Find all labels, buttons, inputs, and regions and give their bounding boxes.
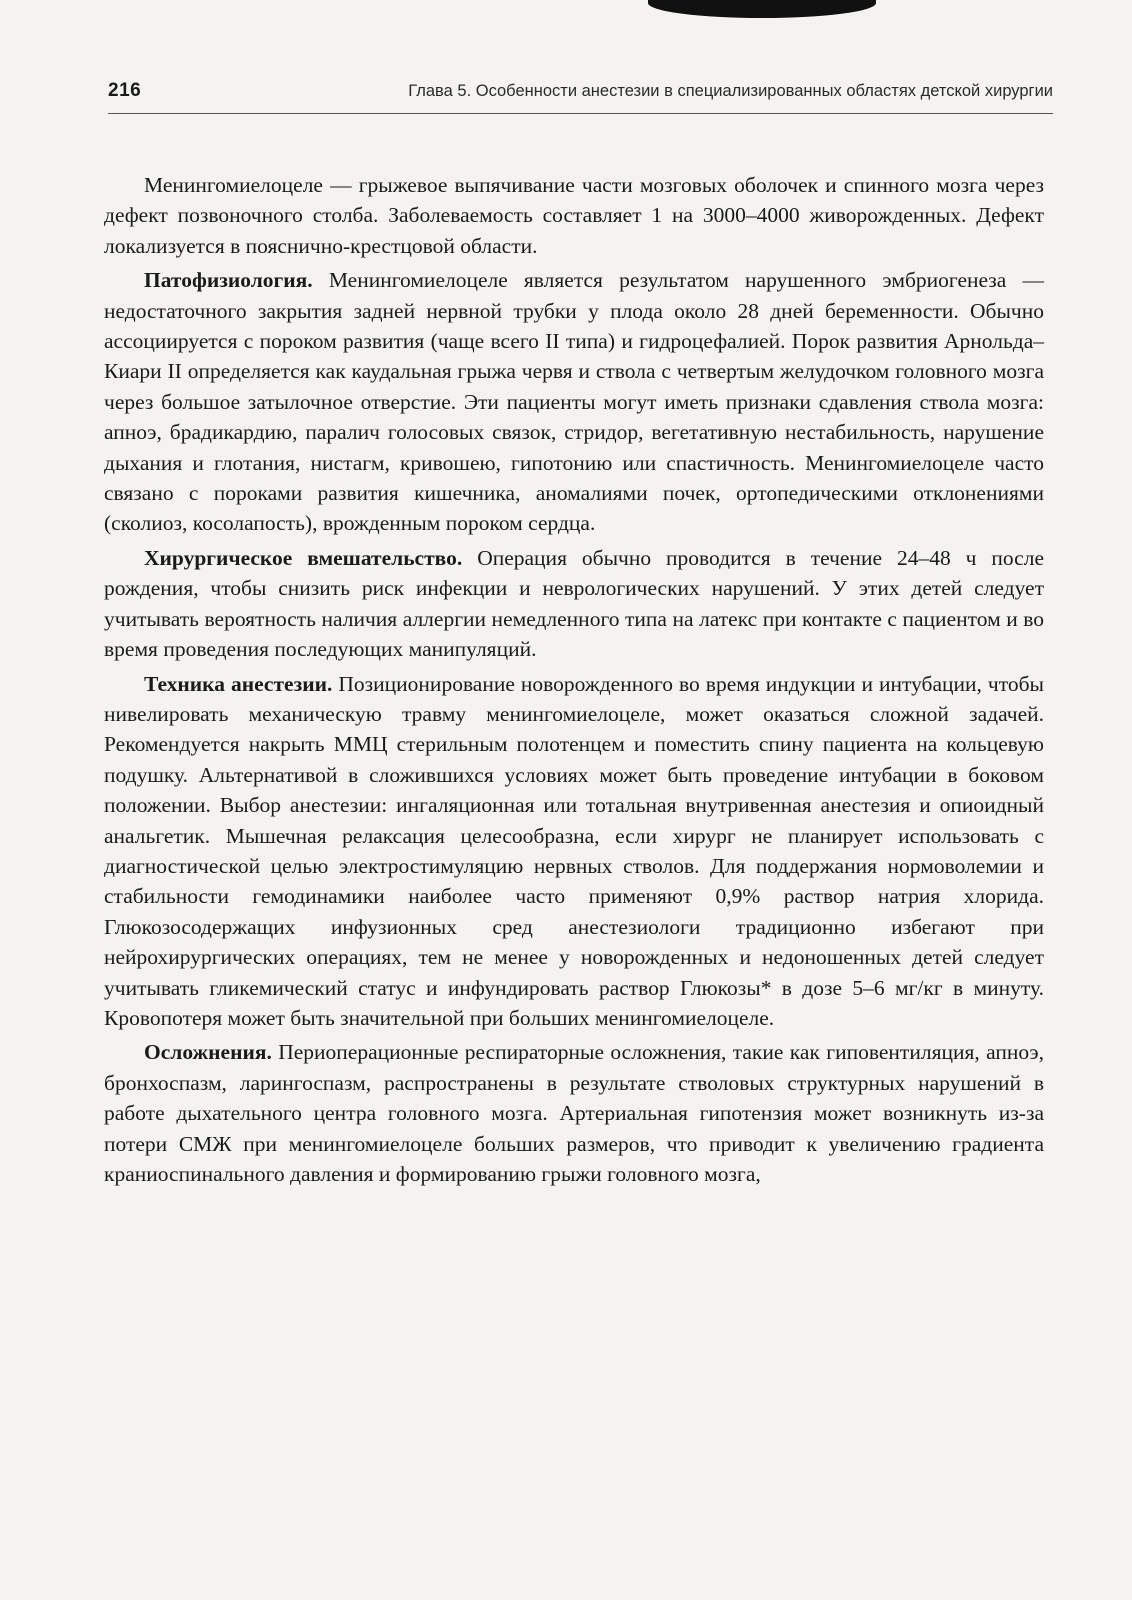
page-number: 216 (108, 80, 142, 101)
section-heading: Патофизиология. (144, 268, 329, 293)
paragraph-anesthesia-technique (104, 669, 1044, 1034)
paragraph-complications (104, 1037, 1044, 1189)
paragraph-definition (104, 170, 1044, 261)
section-heading: Техника анестезии. (144, 671, 339, 696)
paragraph-text: Менингомиелоцеле — грыжевое выпячивание части мозговых оболочек и спинного мозга через дефект позвоночного столба. Заболеваемость составляет 1 на 3000–4000 живорожденных. Дефект локализуется в пояснично-крестцовой области. (104, 173, 1044, 258)
paragraph-text: Периоперационные респираторные осложнения, такие как гиповентиляция, апноэ, бронхоспазм, ларингоспазм, распространены в результате стволовых структурных нарушений в работе дыхательного центра головного мозга. Артериальная гипотензия может возникнуть из-за потери СМЖ при менингомиелоцеле больших размеров, что приводит к увеличению градиента краниоспинального давления и формированию грыжи головного мозга, (104, 1040, 1044, 1186)
paragraph-text: Позиционирование новорожденного во время индукции и интубации, чтобы нивелировать механическую травму менингомиелоцеле, может оказаться сложной задачей. Рекомендуется накрыть ММЦ стерильным полотенцем и поместить спину пациента на кольцевую подушку. Альтернативой в сложившихся условиях может быть проведение интубации в боковом положении. Выбор анестезии: ингаляционная или тотальная внутривенная анестезия и опиоидный анальгетик. Мышечная релаксация целесообразна, если хирург не планирует использовать с диагностической целью электростимуляцию нервных стволов. Для поддержания нормоволемии и стабильности гемодинамики наиболее часто применяют 0,9% раствор натрия хлорида. Глюкозосодержащих инфузионных сред анестезиологи традиционно избегают при нейрохирургических операциях, тем не менее у новорожденных и недоношенных детей следует учитывать гликемический статус и инфундировать раствор Глюкозы* в дозе 5–6 мг/кг в минуту. Кровопотеря может быть значительной при больших менингомиелоцеле. (104, 671, 1044, 1030)
running-head (108, 76, 1053, 108)
section-heading: Осложнения. (144, 1040, 279, 1065)
chapter-title: Глава 5. Особенности анестезии в специализированных областях детской хирургии (408, 82, 1053, 100)
paragraph-text: Операция обычно проводится в течение 24–48 ч после рождения, чтобы снизить риск инфекции и неврологических нарушений. У этих детей следует учитывать вероятность наличия аллергии немедленного типа на латекс при контакте с пациентом и во время проведения последующих манипуляций. (104, 545, 1044, 662)
body-text (104, 170, 1044, 1189)
section-heading: Хирургическое вмешательство. (144, 545, 478, 570)
paragraph-surgery (104, 543, 1044, 665)
scan-artifact (648, 0, 876, 18)
header-rule (108, 113, 1053, 114)
paragraph-pathophysiology (104, 265, 1044, 539)
paragraph-text: Менингомиелоцеле является результатом нарушенного эмбриогенеза — недостаточного закрытия задней нервной трубки у плода около 28 дней беременности. Обычно ассоциируется с пороком развития (чаще всего II типа) и гидроцефалией. Порок развития Арнольда–Киари II определяется как каудальная грыжа червя и ствола с четвертым желудочком головного мозга через большое затылочное отверстие. Эти пациенты могут иметь признаки сдавления ствола мозга: апноэ, брадикардию, паралич голосовых связок, стридор, вегетативную нестабильность, нарушение дыхания и глотания, нистагм, кривошею, гипотонию или спастичность. Менингомиелоцеле часто связано с пороками развития кишечника, аномалиями почек, ортопедическими отклонениями (сколиоз, косолапость), врожденным пороком сердца. (104, 268, 1044, 536)
